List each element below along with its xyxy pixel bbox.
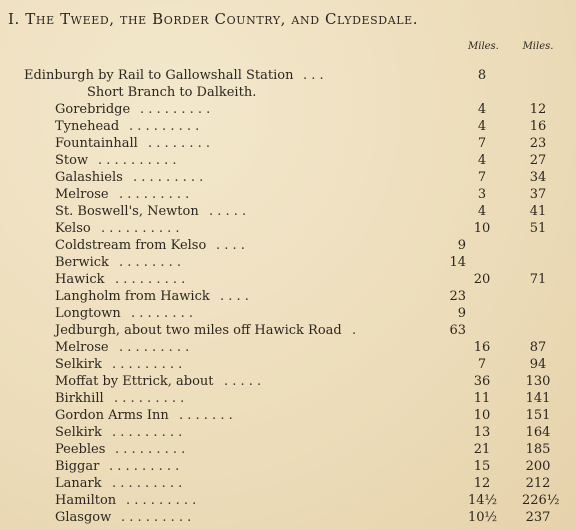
table-row (0, 492, 576, 509)
place-name: Hamilton (55, 493, 117, 508)
place-name: Gorebridge (55, 102, 131, 117)
cumulative-miles: 151 (525, 408, 551, 423)
cumulative-miles: 164 (525, 425, 551, 440)
table-row (0, 339, 576, 356)
leader-dots: . . . . (216, 238, 245, 253)
table-row (0, 458, 576, 475)
place-name: Peebles (55, 442, 106, 457)
place-name: Gordon Arms Inn (55, 408, 169, 423)
place-name: St. Boswell's, Newton (55, 204, 199, 219)
section-numeral: I. (8, 10, 20, 28)
place-name: Selkirk (55, 425, 102, 440)
leader-dots: . . . . . . . . (148, 136, 210, 151)
leader-dots: . . . . . . . . . (115, 442, 186, 457)
place-name: Stow (55, 153, 89, 168)
place-name: Glasgow (55, 510, 112, 525)
leader-dots: . . . . (220, 289, 249, 304)
table-row (0, 135, 576, 152)
place-name: Selkirk (55, 357, 102, 372)
leader-dots: . . . . . . . . . (133, 170, 204, 185)
section-heading: The Tweed, the Border Country, and Clydesdale. (25, 10, 419, 28)
table-row (0, 356, 576, 373)
table-row (0, 373, 576, 390)
leader-dots: . . . . . . . . . (129, 119, 200, 134)
table-row (0, 509, 576, 526)
stage-miles: 3 (477, 187, 487, 202)
table-row (0, 169, 576, 186)
place-name: Edinburgh by Rail to Gallowshall Station (24, 68, 294, 83)
leader-dots: . . . . . . . . . (115, 272, 186, 287)
cumulative-miles: 23 (529, 136, 547, 151)
cumulative-miles: 185 (525, 442, 551, 457)
table-row (0, 475, 576, 492)
table-row (0, 254, 576, 271)
cumulative-miles: 71 (529, 272, 547, 287)
table-row (0, 67, 576, 84)
cumulative-miles: 94 (529, 357, 547, 372)
cumulative-miles: 237 (525, 510, 551, 525)
side-route-miles: 9 (457, 238, 466, 253)
leader-dots: . . . . . (209, 204, 247, 219)
leader-dots: . . . . . . . . . (114, 391, 185, 406)
stage-miles: 8 (477, 68, 487, 83)
table-row (0, 152, 576, 169)
leader-dots: . . . . . . . . . (109, 459, 180, 474)
stage-miles: 20 (473, 272, 491, 287)
side-route-miles: 23 (449, 289, 466, 304)
cumulative-miles: 130 (525, 374, 551, 389)
stage-miles: 7 (477, 170, 487, 185)
leader-dots: . . . . . . . . . (119, 340, 190, 355)
place-name: Melrose (55, 187, 109, 202)
stage-miles: 4 (477, 102, 487, 117)
cumulative-miles: 41 (529, 204, 547, 219)
place-name: Jedburgh, about two miles off Hawick Road (55, 323, 342, 338)
cumulative-miles: 12 (529, 102, 547, 117)
stage-miles: 14½ (468, 493, 498, 508)
table-row (0, 203, 576, 220)
place-name: Hawick (55, 272, 105, 287)
leader-dots: . . . . . . . . . (121, 510, 192, 525)
stage-miles: 7 (477, 136, 487, 151)
table-row (0, 237, 576, 254)
section-title (8, 10, 418, 28)
table-row (0, 288, 576, 305)
place-name: Galashiels (55, 170, 123, 185)
cumulative-miles: 141 (525, 391, 551, 406)
table-row (0, 305, 576, 322)
leader-dots: . . . . . . . . . (119, 187, 190, 202)
leader-dots: . (352, 323, 357, 338)
cumulative-miles: 34 (529, 170, 547, 185)
place-name: Biggar (55, 459, 100, 474)
side-route-miles: 14 (449, 255, 466, 270)
table-row (0, 118, 576, 135)
place-name: Moffat by Ettrick, about (55, 374, 214, 389)
place-name: Berwick (55, 255, 109, 270)
cumulative-miles: 200 (525, 459, 551, 474)
stage-miles: 4 (477, 204, 487, 219)
leader-dots: . . . . . . . . . (112, 425, 183, 440)
place-name: Birkhill (55, 391, 104, 406)
stage-miles: 10 (473, 408, 491, 423)
stage-miles: 15 (473, 459, 491, 474)
cumulative-miles: 226½ (522, 493, 560, 508)
table-row (0, 441, 576, 458)
leader-dots: . . . (303, 68, 324, 83)
cumulative-miles: 27 (529, 153, 547, 168)
table-row (0, 322, 576, 339)
leader-dots: . . . . . . . . . (126, 493, 197, 508)
table-row (0, 271, 576, 288)
stage-miles: 16 (473, 340, 491, 355)
stage-miles: 10½ (468, 510, 498, 525)
stage-miles: 21 (473, 442, 491, 457)
table-row (0, 424, 576, 441)
stage-miles: 36 (473, 374, 491, 389)
stage-miles: 12 (473, 476, 491, 491)
stage-miles: 10 (473, 221, 491, 236)
cumulative-miles: 37 (529, 187, 547, 202)
table-row (0, 101, 576, 118)
place-name: Short Branch to Dalkeith. (87, 85, 257, 100)
cumulative-miles: 212 (525, 476, 551, 491)
place-name: Melrose (55, 340, 109, 355)
leader-dots: . . . . . (224, 374, 262, 389)
table-row (0, 84, 576, 101)
stage-miles: 7 (477, 357, 487, 372)
place-name: Kelso (55, 221, 91, 236)
table-row (0, 390, 576, 407)
leader-dots: . . . . . . . . . (140, 102, 211, 117)
leader-dots: . . . . . . . . . (112, 476, 183, 491)
leader-dots: . . . . . . . . (131, 306, 193, 321)
stage-miles: 11 (473, 391, 491, 406)
leader-dots: . . . . . . . . . (112, 357, 183, 372)
table-row (0, 407, 576, 424)
cumulative-miles-column-header: Miles. (522, 41, 554, 52)
leader-dots: . . . . . . . . . . (101, 221, 180, 236)
leader-dots: . . . . . . . . . . (98, 153, 177, 168)
place-name: Langholm from Hawick (55, 289, 210, 304)
table-row (0, 220, 576, 237)
miles-column-header: Miles. (468, 41, 499, 52)
leader-dots: . . . . . . . . (119, 255, 181, 270)
place-name: Tynehead (55, 119, 120, 134)
cumulative-miles: 16 (529, 119, 547, 134)
cumulative-miles: 87 (529, 340, 547, 355)
cumulative-miles: 51 (529, 221, 547, 236)
place-name: Longtown (55, 306, 121, 321)
place-name: Lanark (55, 476, 102, 491)
side-route-miles: 63 (449, 323, 466, 338)
side-route-miles: 9 (457, 306, 466, 321)
place-name: Coldstream from Kelso (55, 238, 207, 253)
stage-miles: 13 (473, 425, 491, 440)
stage-miles: 4 (477, 153, 487, 168)
place-name: Fountainhall (55, 136, 138, 151)
table-row (0, 186, 576, 203)
stage-miles: 4 (477, 119, 487, 134)
leader-dots: . . . . . . . (179, 408, 233, 423)
